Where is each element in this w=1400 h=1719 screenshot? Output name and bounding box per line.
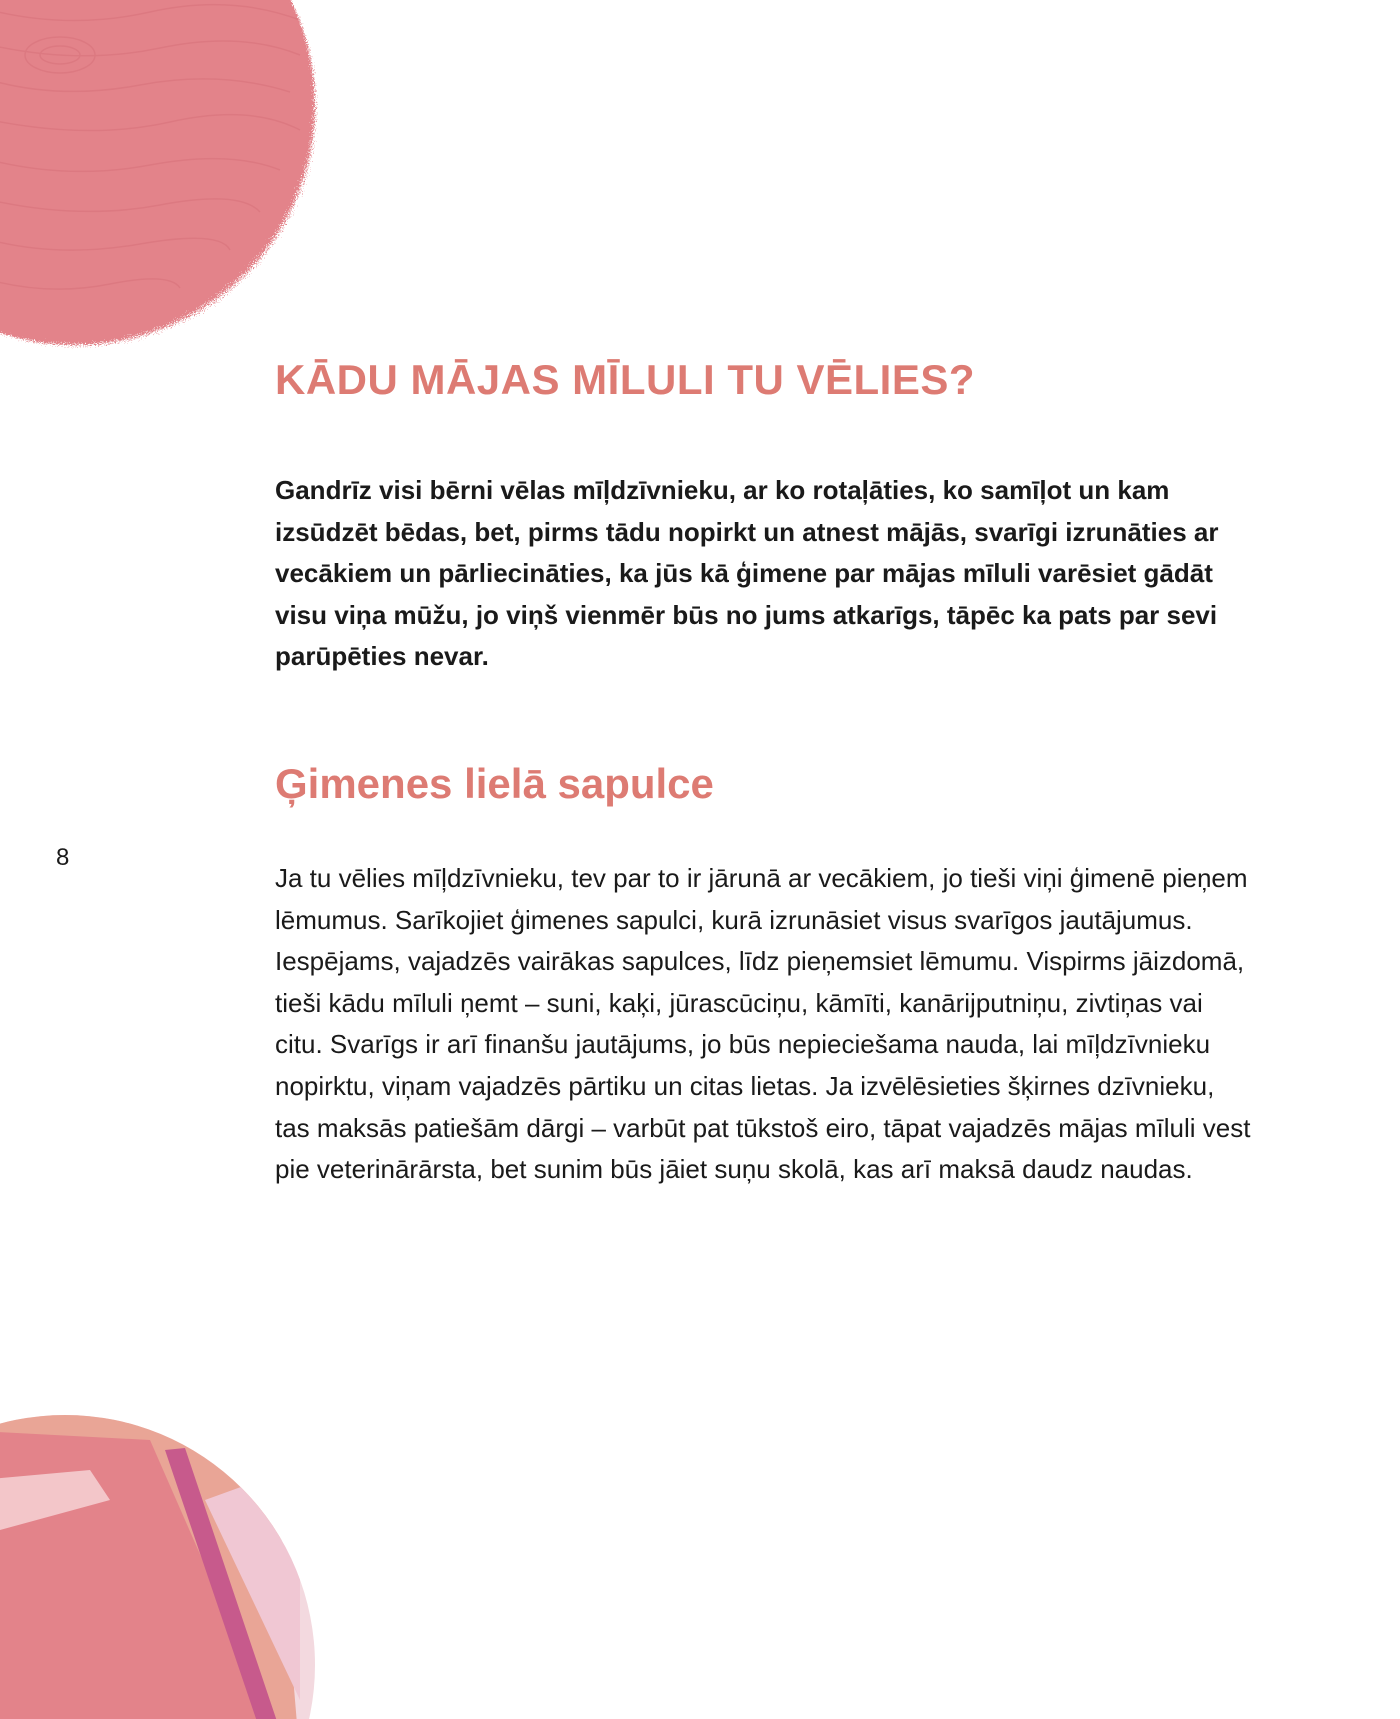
top-left-deco-circle: [0, 0, 315, 345]
page-content: [275, 350, 1255, 1191]
page-title: KĀDU MĀJAS MĪLULI TU VĒLIES?: [275, 356, 976, 403]
page-number: 8: [56, 844, 70, 871]
section-title: Ģimenes lielā sapulce: [275, 759, 714, 807]
bottom-left-deco-circle: [0, 1380, 400, 1719]
section-paragraph: Ja tu vēlies mīļdzīvnieku, tev par to ir jārunā ar vecākiem, jo tieši viņi ģimenē pieņem lēmumus. Sarīkojiet ģimenes sapulci, kurā izrunāsiet visus svarīgos jautājumus. Iespējams, vajadzēs vairākas sapulces, līdz pieņemsiet lēmumu. Vispirms jāizdomā, tieši kādu mīluli ņemt – suni, kaķi, jūrascūciņu, kāmīti, kanārijputniņu, zivtiņas vai citu. Svarīgs ir arī finanšu jautājums, jo būs nepieciešama nauda, lai mīļdzīvnieku nopirktu, viņam vajadzēs pārtiku un citas lietas. Ja izvēlēsieties šķirnes dzīvnieku, tas maksās patiešām dārgi – varbūt pat tūkstoš eiro, tāpat vajadzēs mājas mīluli vest pie veterinārārsta, bet sunim būs jāiet suņu skolā, kas arī maksā daudz naudas.: [275, 862, 1251, 1185]
intro-paragraph: Gandrīz visi bērni vēlas mīļdzīvnieku, ar ko rotaļāties, ko samīļot un kam izsūdzēt bēdas, bet, pirms tādu nopirkt un atnest mājās, svarīgi izrunāties ar vecākiem un pārliecināties, ka jūs kā ģimene par mājas mīluli varēsiet gādāt visu viņa mūžu, jo viņš vienmēr būs no jums atkarīgs, tāpēc ka pats par sevi parūpēties nevar.: [275, 475, 1219, 672]
